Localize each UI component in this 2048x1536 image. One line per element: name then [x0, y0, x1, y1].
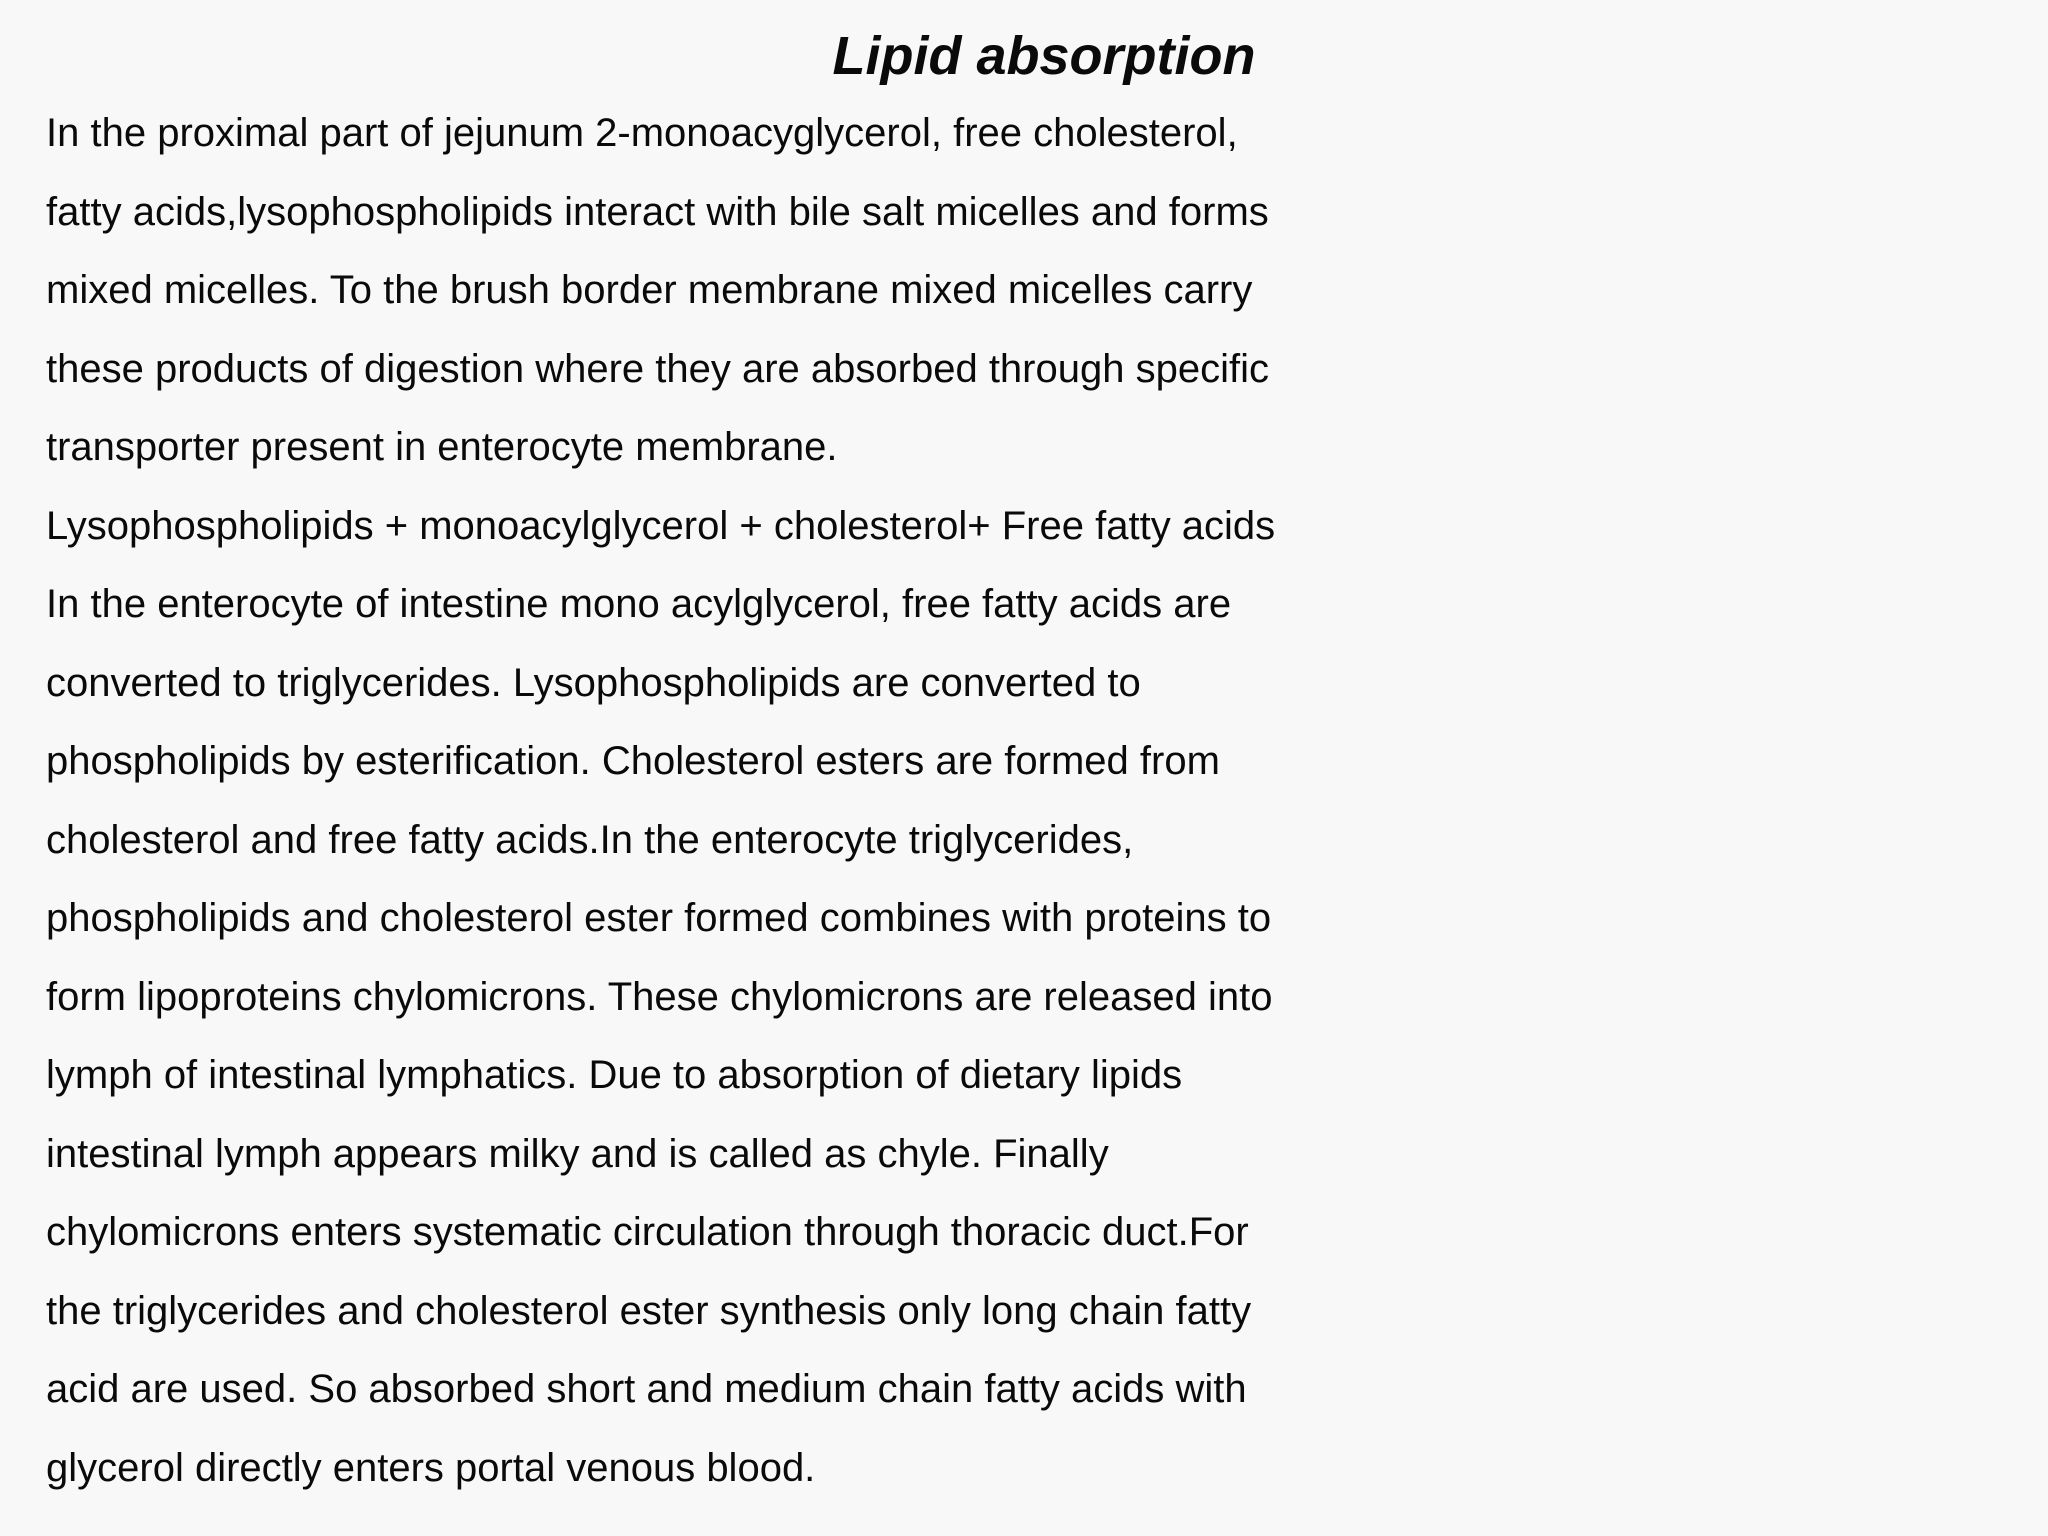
equation-line: Lysophospholipids + monoacylglycerol + cholesterol+ Free fatty acids: [46, 503, 1276, 548]
body-text: [46, 94, 2002, 1507]
text-line: these products of digestion where they are absorbed through specific: [46, 346, 1269, 391]
text-line: fatty acids,lysophospholipids interact with bile salt micelles and forms: [46, 189, 1269, 234]
text-line: mixed micelles. To the brush border membrane mixed micelles carry: [46, 268, 1253, 312]
text-line: glycerol directly enters portal venous blood.: [46, 1445, 816, 1490]
text-line: chylomicrons enters systematic circulation through thoracic duct.For: [46, 1210, 1249, 1254]
text-line: intestinal lymph appears milky and is called as chyle. Finally: [46, 1131, 1109, 1176]
text-line: form lipoproteins chylomicrons. These chylomicrons are released into: [46, 974, 1273, 1019]
text-line: converted to triglycerides. Lysophospholipids are converted to: [46, 660, 1141, 705]
slide-title: Lipid absorption: [832, 26, 1256, 86]
text-line: the triglycerides and cholesterol ester synthesis only long chain fatty: [46, 1288, 1252, 1333]
text-line: transporter present in enterocyte membrane.: [46, 425, 838, 469]
text-line: phospholipids by esterification. Cholesterol esters are formed from: [46, 739, 1220, 783]
text-line: phospholipids and cholesterol ester formed combines with proteins to: [46, 896, 1272, 940]
text-line: In the proximal part of jejunum 2-monoacyglycerol, free cholesterol,: [46, 111, 1238, 155]
text-line: lymph of intestinal lymphatics. Due to absorption of dietary lipids: [46, 1053, 1183, 1097]
text-line: In the enterocyte of intestine mono acylglycerol, free fatty acids are: [46, 582, 1232, 626]
text-line: cholesterol and free fatty acids.In the enterocyte triglycerides,: [46, 817, 1134, 862]
text-line: acid are used. So absorbed short and medium chain fatty acids with: [46, 1367, 1247, 1411]
